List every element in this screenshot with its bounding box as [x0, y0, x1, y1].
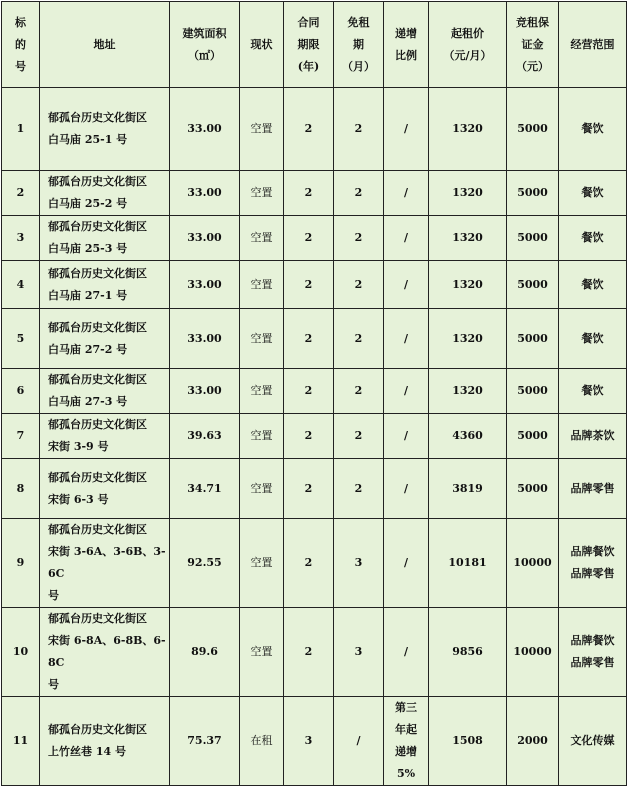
cell-address-line: 郁孤台历史文化街区 — [48, 320, 147, 334]
cell-starting-rent: 1508 — [429, 697, 507, 786]
header-deposit — [507, 2, 559, 88]
cell-rent-free-period: 2 — [334, 309, 384, 369]
cell-address-line: 郁孤台历史文化街区 — [48, 220, 147, 233]
cell-rent-free-period: 2 — [334, 414, 384, 459]
cell-increase-ratio — [384, 309, 429, 369]
cell-lot-number: 10 — [2, 608, 40, 697]
cell-contract-term: 2 — [284, 309, 334, 369]
cell-lot-number: 1 — [2, 88, 40, 171]
cell-increase-ratio — [384, 88, 429, 171]
header-starting-rent — [429, 2, 507, 88]
header-lot-number — [2, 2, 40, 88]
cell-address-line: 郁孤台历史文化街区 — [48, 266, 147, 280]
cell-address-line: 郁孤台历史文化街区 — [48, 723, 147, 736]
cell-increase-ratio-line: / — [403, 331, 409, 345]
cell-starting-rent: 3819 — [429, 459, 507, 519]
cell-business-scope — [559, 608, 627, 697]
cell-status: 空置 — [240, 309, 284, 369]
cell-rent-free-period: 2 — [334, 369, 384, 414]
cell-rent-free-period: 2 — [334, 261, 384, 309]
header-line: 免租 — [347, 15, 370, 29]
cell-address-line: 白马庙 25-3 号 — [48, 242, 128, 255]
table-row — [2, 171, 627, 216]
header-line: 建筑面积 — [182, 26, 227, 40]
cell-contract-term: 2 — [284, 369, 334, 414]
cell-contract-term: 2 — [284, 519, 334, 608]
cell-business-scope — [559, 309, 627, 369]
cell-increase-ratio-line: / — [403, 556, 409, 569]
cell-business-scope-line: 文化传媒 — [570, 734, 615, 747]
header-address — [40, 2, 170, 88]
cell-lot-number: 8 — [2, 459, 40, 519]
cell-lot-number: 4 — [2, 261, 40, 309]
cell-deposit: 5000 — [507, 88, 559, 171]
cell-starting-rent: 9856 — [429, 608, 507, 697]
cell-deposit: 5000 — [507, 216, 559, 261]
cell-business-scope — [559, 261, 627, 309]
cell-deposit: 10000 — [507, 608, 559, 697]
header-line: 合同 — [297, 15, 320, 29]
cell-increase-ratio — [384, 414, 429, 459]
cell-starting-rent: 1320 — [429, 369, 507, 414]
cell-address — [40, 88, 170, 171]
cell-contract-term: 2 — [284, 216, 334, 261]
header-rent-free-period — [334, 2, 384, 88]
header-line: 经营范围 — [570, 37, 615, 51]
cell-business-scope — [559, 171, 627, 216]
cell-business-scope-line: 品牌零售 — [570, 656, 615, 669]
cell-business-scope-line: 餐饮 — [581, 231, 604, 244]
cell-lot-number: 3 — [2, 216, 40, 261]
cell-area: 33.00 — [170, 309, 240, 369]
cell-increase-ratio-line: / — [403, 231, 409, 244]
cell-business-scope — [559, 216, 627, 261]
cell-rent-free-period: 3 — [334, 519, 384, 608]
header-line: （元/月） — [443, 48, 492, 62]
table-row — [2, 608, 627, 697]
cell-status: 空置 — [240, 369, 284, 414]
cell-increase-ratio — [384, 519, 429, 608]
cell-area: 92.55 — [170, 519, 240, 608]
cell-contract-term: 2 — [284, 608, 334, 697]
cell-business-scope-line: 餐饮 — [581, 122, 604, 135]
cell-area: 89.6 — [170, 608, 240, 697]
cell-area: 33.00 — [170, 216, 240, 261]
cell-area: 33.00 — [170, 171, 240, 216]
cell-address-line: 宋街 3-9 号 — [48, 440, 109, 453]
cell-area: 33.00 — [170, 88, 240, 171]
cell-business-scope — [559, 519, 627, 608]
cell-area: 39.63 — [170, 414, 240, 459]
header-line: 现状 — [250, 37, 273, 51]
cell-business-scope-line: 餐饮 — [581, 331, 604, 345]
table-body — [2, 88, 627, 786]
cell-increase-ratio-line: 年起 — [395, 723, 417, 736]
header-line: 递增 — [395, 26, 417, 40]
cell-increase-ratio-line: / — [403, 645, 409, 658]
cell-status: 空置 — [240, 459, 284, 519]
header-status — [240, 2, 284, 88]
cell-rent-free-period: 2 — [334, 171, 384, 216]
cell-business-scope — [559, 697, 627, 786]
header-line: 竞租保 — [516, 15, 549, 29]
header-row — [2, 2, 627, 88]
cell-increase-ratio — [384, 216, 429, 261]
cell-starting-rent: 1320 — [429, 88, 507, 171]
cell-address-line: 白马庙 27-2 号 — [48, 342, 128, 356]
cell-starting-rent: 10181 — [429, 519, 507, 608]
cell-business-scope — [559, 369, 627, 414]
cell-contract-term: 2 — [284, 171, 334, 216]
header-line: （月） — [342, 59, 375, 73]
header-line: 的 — [15, 37, 26, 51]
cell-lot-number: 5 — [2, 309, 40, 369]
cell-rent-free-period: 2 — [334, 216, 384, 261]
lease-table — [1, 1, 627, 786]
cell-area: 34.71 — [170, 459, 240, 519]
cell-lot-number: 9 — [2, 519, 40, 608]
cell-deposit: 5000 — [507, 261, 559, 309]
cell-address — [40, 414, 170, 459]
cell-deposit: 5000 — [507, 414, 559, 459]
cell-address-line: 郁孤台历史文化街区 — [48, 175, 147, 188]
table-row — [2, 697, 627, 786]
table-row — [2, 261, 627, 309]
cell-address-line: 郁孤台历史文化街区 — [48, 111, 147, 124]
cell-address — [40, 171, 170, 216]
cell-rent-free-period: 2 — [334, 459, 384, 519]
cell-area: 33.00 — [170, 261, 240, 309]
cell-increase-ratio-line: 递增 — [395, 745, 417, 758]
cell-address-line: 上竹丝巷 14 号 — [48, 745, 126, 758]
cell-starting-rent: 1320 — [429, 261, 507, 309]
cell-increase-ratio — [384, 608, 429, 697]
table-row — [2, 216, 627, 261]
cell-address-line: 号 — [48, 589, 59, 602]
cell-deposit: 5000 — [507, 459, 559, 519]
cell-business-scope-line: 品牌零售 — [570, 567, 615, 580]
cell-increase-ratio-line: / — [403, 122, 409, 135]
cell-business-scope-line: 品牌零售 — [570, 481, 615, 495]
cell-lot-number: 2 — [2, 171, 40, 216]
header-increase-ratio — [384, 2, 429, 88]
cell-address — [40, 459, 170, 519]
cell-address — [40, 216, 170, 261]
cell-starting-rent: 1320 — [429, 171, 507, 216]
cell-contract-term: 2 — [284, 414, 334, 459]
cell-status: 空置 — [240, 608, 284, 697]
cell-business-scope-line: 餐饮 — [581, 186, 604, 199]
cell-deposit: 5000 — [507, 369, 559, 414]
cell-status: 空置 — [240, 216, 284, 261]
cell-contract-term: 2 — [284, 459, 334, 519]
cell-address — [40, 369, 170, 414]
header-line: （元） — [516, 59, 549, 73]
table-row — [2, 459, 627, 519]
table-row — [2, 369, 627, 414]
cell-business-scope-line: 品牌餐饮 — [570, 545, 615, 558]
header-line: 起租价 — [451, 26, 484, 40]
cell-lot-number: 7 — [2, 414, 40, 459]
cell-address-line: 白马庙 27-3 号 — [48, 395, 128, 408]
header-business-scope — [559, 2, 627, 88]
header-line: (年) — [297, 59, 320, 73]
cell-deposit: 5000 — [507, 171, 559, 216]
table-row — [2, 309, 627, 369]
cell-starting-rent: 1320 — [429, 216, 507, 261]
cell-starting-rent: 4360 — [429, 414, 507, 459]
cell-address — [40, 261, 170, 309]
header-line: 标 — [15, 15, 26, 29]
cell-address — [40, 309, 170, 369]
cell-increase-ratio-line: / — [403, 384, 409, 397]
cell-increase-ratio-line: 5% — [396, 767, 416, 780]
cell-business-scope-line: 品牌茶饮 — [570, 429, 615, 442]
cell-increase-ratio-line: 第三 — [395, 701, 417, 714]
cell-rent-free-period: 2 — [334, 88, 384, 171]
cell-business-scope-line: 品牌餐饮 — [570, 634, 615, 647]
header-line: 比例 — [395, 48, 417, 62]
cell-starting-rent: 1320 — [429, 309, 507, 369]
cell-increase-ratio — [384, 697, 429, 786]
cell-increase-ratio-line: / — [403, 186, 409, 199]
cell-business-scope — [559, 88, 627, 171]
cell-address-line: 郁孤台历史文化街区 — [48, 523, 147, 536]
cell-rent-free-period: 3 — [334, 608, 384, 697]
cell-increase-ratio — [384, 171, 429, 216]
cell-address-line: 白马庙 25-1 号 — [48, 133, 128, 146]
cell-status: 空置 — [240, 88, 284, 171]
cell-business-scope — [559, 414, 627, 459]
cell-business-scope-line: 餐饮 — [581, 277, 604, 291]
cell-status: 空置 — [240, 414, 284, 459]
cell-address-line: 号 — [48, 678, 59, 691]
table-row — [2, 88, 627, 171]
cell-lot-number: 11 — [2, 697, 40, 786]
cell-address — [40, 608, 170, 697]
cell-address-line: 郁孤台历史文化街区 — [48, 373, 147, 386]
cell-rent-free-period: / — [334, 697, 384, 786]
cell-increase-ratio — [384, 369, 429, 414]
cell-address-line: 宋街 3-6A、3-6B、3-6C — [48, 545, 166, 580]
header-contract-term — [284, 2, 334, 88]
cell-address-line: 白马庙 27-1 号 — [48, 288, 128, 302]
cell-increase-ratio-line: / — [403, 481, 409, 495]
cell-increase-ratio — [384, 459, 429, 519]
cell-contract-term: 3 — [284, 697, 334, 786]
cell-deposit: 10000 — [507, 519, 559, 608]
cell-status: 空置 — [240, 171, 284, 216]
cell-deposit: 2000 — [507, 697, 559, 786]
cell-address — [40, 519, 170, 608]
cell-address-line: 郁孤台历史文化街区 — [48, 612, 147, 625]
cell-lot-number: 6 — [2, 369, 40, 414]
cell-status: 在租 — [240, 697, 284, 786]
header-line: 证金 — [521, 37, 544, 51]
header-line: 期限 — [297, 37, 320, 51]
header-line: 号 — [15, 59, 26, 73]
header-area — [170, 2, 240, 88]
cell-area: 33.00 — [170, 369, 240, 414]
cell-contract-term: 2 — [284, 88, 334, 171]
table-row — [2, 414, 627, 459]
cell-contract-term: 2 — [284, 261, 334, 309]
cell-increase-ratio — [384, 261, 429, 309]
cell-status: 空置 — [240, 261, 284, 309]
cell-increase-ratio-line: / — [403, 429, 409, 442]
cell-address-line: 郁孤台历史文化街区 — [48, 470, 147, 484]
cell-area: 75.37 — [170, 697, 240, 786]
cell-address-line: 宋街 6-8A、6-8B、6-8C — [48, 634, 166, 669]
cell-business-scope — [559, 459, 627, 519]
header-line: 地址 — [93, 37, 116, 51]
cell-business-scope-line: 餐饮 — [581, 384, 604, 397]
table-row — [2, 519, 627, 608]
cell-increase-ratio-line: / — [403, 277, 409, 291]
header-line: 期 — [353, 37, 364, 51]
header-line: （㎡） — [188, 48, 221, 62]
cell-deposit: 5000 — [507, 309, 559, 369]
cell-status: 空置 — [240, 519, 284, 608]
cell-address-line: 白马庙 25-2 号 — [48, 197, 128, 210]
cell-address-line: 宋街 6-3 号 — [48, 492, 109, 506]
cell-address — [40, 697, 170, 786]
cell-address-line: 郁孤台历史文化街区 — [48, 418, 147, 431]
